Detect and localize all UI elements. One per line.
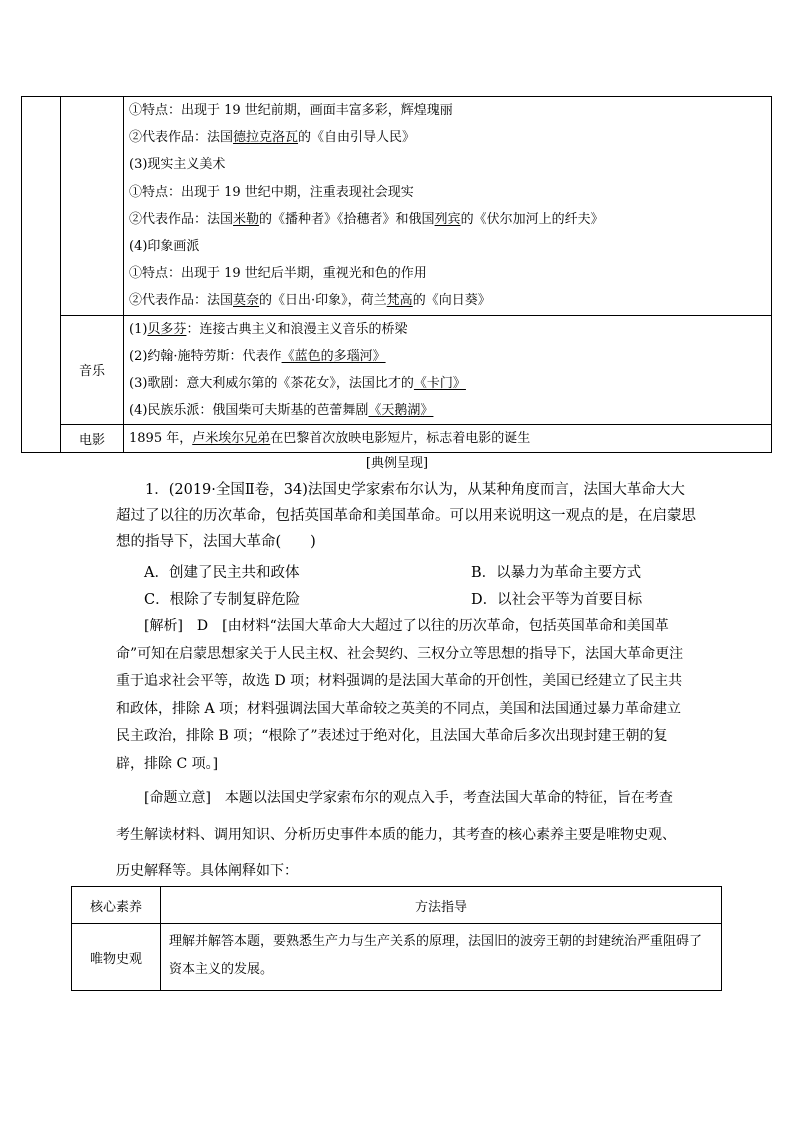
art-label-cell	[61, 97, 124, 316]
art-line: (3)现实主义美术	[129, 157, 226, 173]
music-content-cell	[124, 315, 772, 425]
option-d: D．以社会平等为首要目标	[471, 592, 643, 608]
art-line: ②代表作品：法国德拉克洛瓦的《自由引导人民》	[129, 130, 416, 146]
option-a: A．创建了民主共和政体	[144, 565, 300, 581]
music-label: 音乐	[61, 315, 124, 425]
art-content-cell	[124, 97, 772, 316]
option-c: C．根除了专制复辟危险	[144, 592, 301, 608]
art-line: ①特点：出现于 19 世纪前期，画面丰富多彩，辉煌瑰丽	[129, 103, 453, 118]
question-stem: 1．(2019·全国Ⅱ卷，34)法国史学家索布尔认为，从某种角度而言，法国大革命大大超过了以往的历次革命，包括英国革命和美国革命。可以用来说明这一观点的是，在启蒙思想的指导下，法国大革命( )	[116, 482, 696, 550]
art-music-film-table	[21, 96, 772, 453]
analysis-paragraph: [解析] D [由材料“法国大革命大大超过了以往的历次革命，包括英国革命和美国革命”可知在启蒙思想家关于人民主权、社会契约、三权分立等思想的指导下，法国大革命更注重于追求社会平等，故选 D 项；材料强调的是法国大革命的开创性，美国已经建立了民主共和政体，排除 A 项；材料强调法国大革命较之英美的不同点，美国和法国通过暴力革命建立民主政治，排除 B 项；“根除了”表述过于绝对化，且法国大革命后多次出现封建王朝的复辟，排除 C 项。]	[116, 618, 684, 772]
header-method-guide: 方法指导	[161, 887, 722, 924]
film-label: 电影	[61, 425, 124, 453]
art-line: ①特点：出现于 19 世纪后半期，重视光和色的作用	[129, 266, 427, 282]
music-line: (4)民族乐派：俄国柴可夫斯基的芭蕾舞剧《天鹅湖》	[129, 403, 434, 419]
film-content-cell	[124, 425, 772, 453]
music-line: (3)歌剧：意大利威尔第的《茶花女》，法国比才的《卡门》	[129, 375, 466, 391]
intent-paragraph: [命题立意] 本题以法国史学家索布尔的观点入手，考查法国大革命的特征，旨在考查考生解读材料、调用知识、分析历史事件本质的能力，其考查的核心素养主要是唯物史观、历史解释等。具体阐释如下：	[116, 790, 676, 879]
music-line: (1)贝多芬：连接古典主义和浪漫主义音乐的桥梁	[129, 321, 408, 337]
core-literacy-table	[71, 886, 722, 991]
section-title: [典例呈现]	[365, 456, 429, 471]
art-line: ①特点：出现于 19 世纪中期，注重表现社会现实	[129, 184, 414, 200]
art-line: (4)印象画派	[129, 238, 200, 254]
option-b: B．以暴力为革命主要方式	[471, 565, 642, 581]
music-line: (2)约翰·施特劳斯：代表作《蓝色的多瑙河》	[129, 348, 386, 364]
header-core-literacy: 核心素养	[72, 887, 161, 924]
row-content: 理解并解答本题，要熟悉生产力与生产关系的原理，法国旧的波旁王朝的封建统治严重阻碍了资本主义的发展。	[161, 924, 722, 991]
art-line: ②代表作品：法国米勒的《播种者》《拾穗者》和俄国列宾的《伏尔加河上的纤夫》	[129, 211, 604, 227]
art-line: ②代表作品：法国莫奈的《日出·印象》，荷兰梵高的《向日葵》	[129, 293, 491, 309]
row-label: 唯物史观	[72, 924, 161, 991]
left-empty-cell	[22, 97, 61, 453]
film-line: 1895 年，卢米埃尔兄弟在巴黎首次放映电影短片，标志着电影的诞生	[129, 431, 531, 447]
